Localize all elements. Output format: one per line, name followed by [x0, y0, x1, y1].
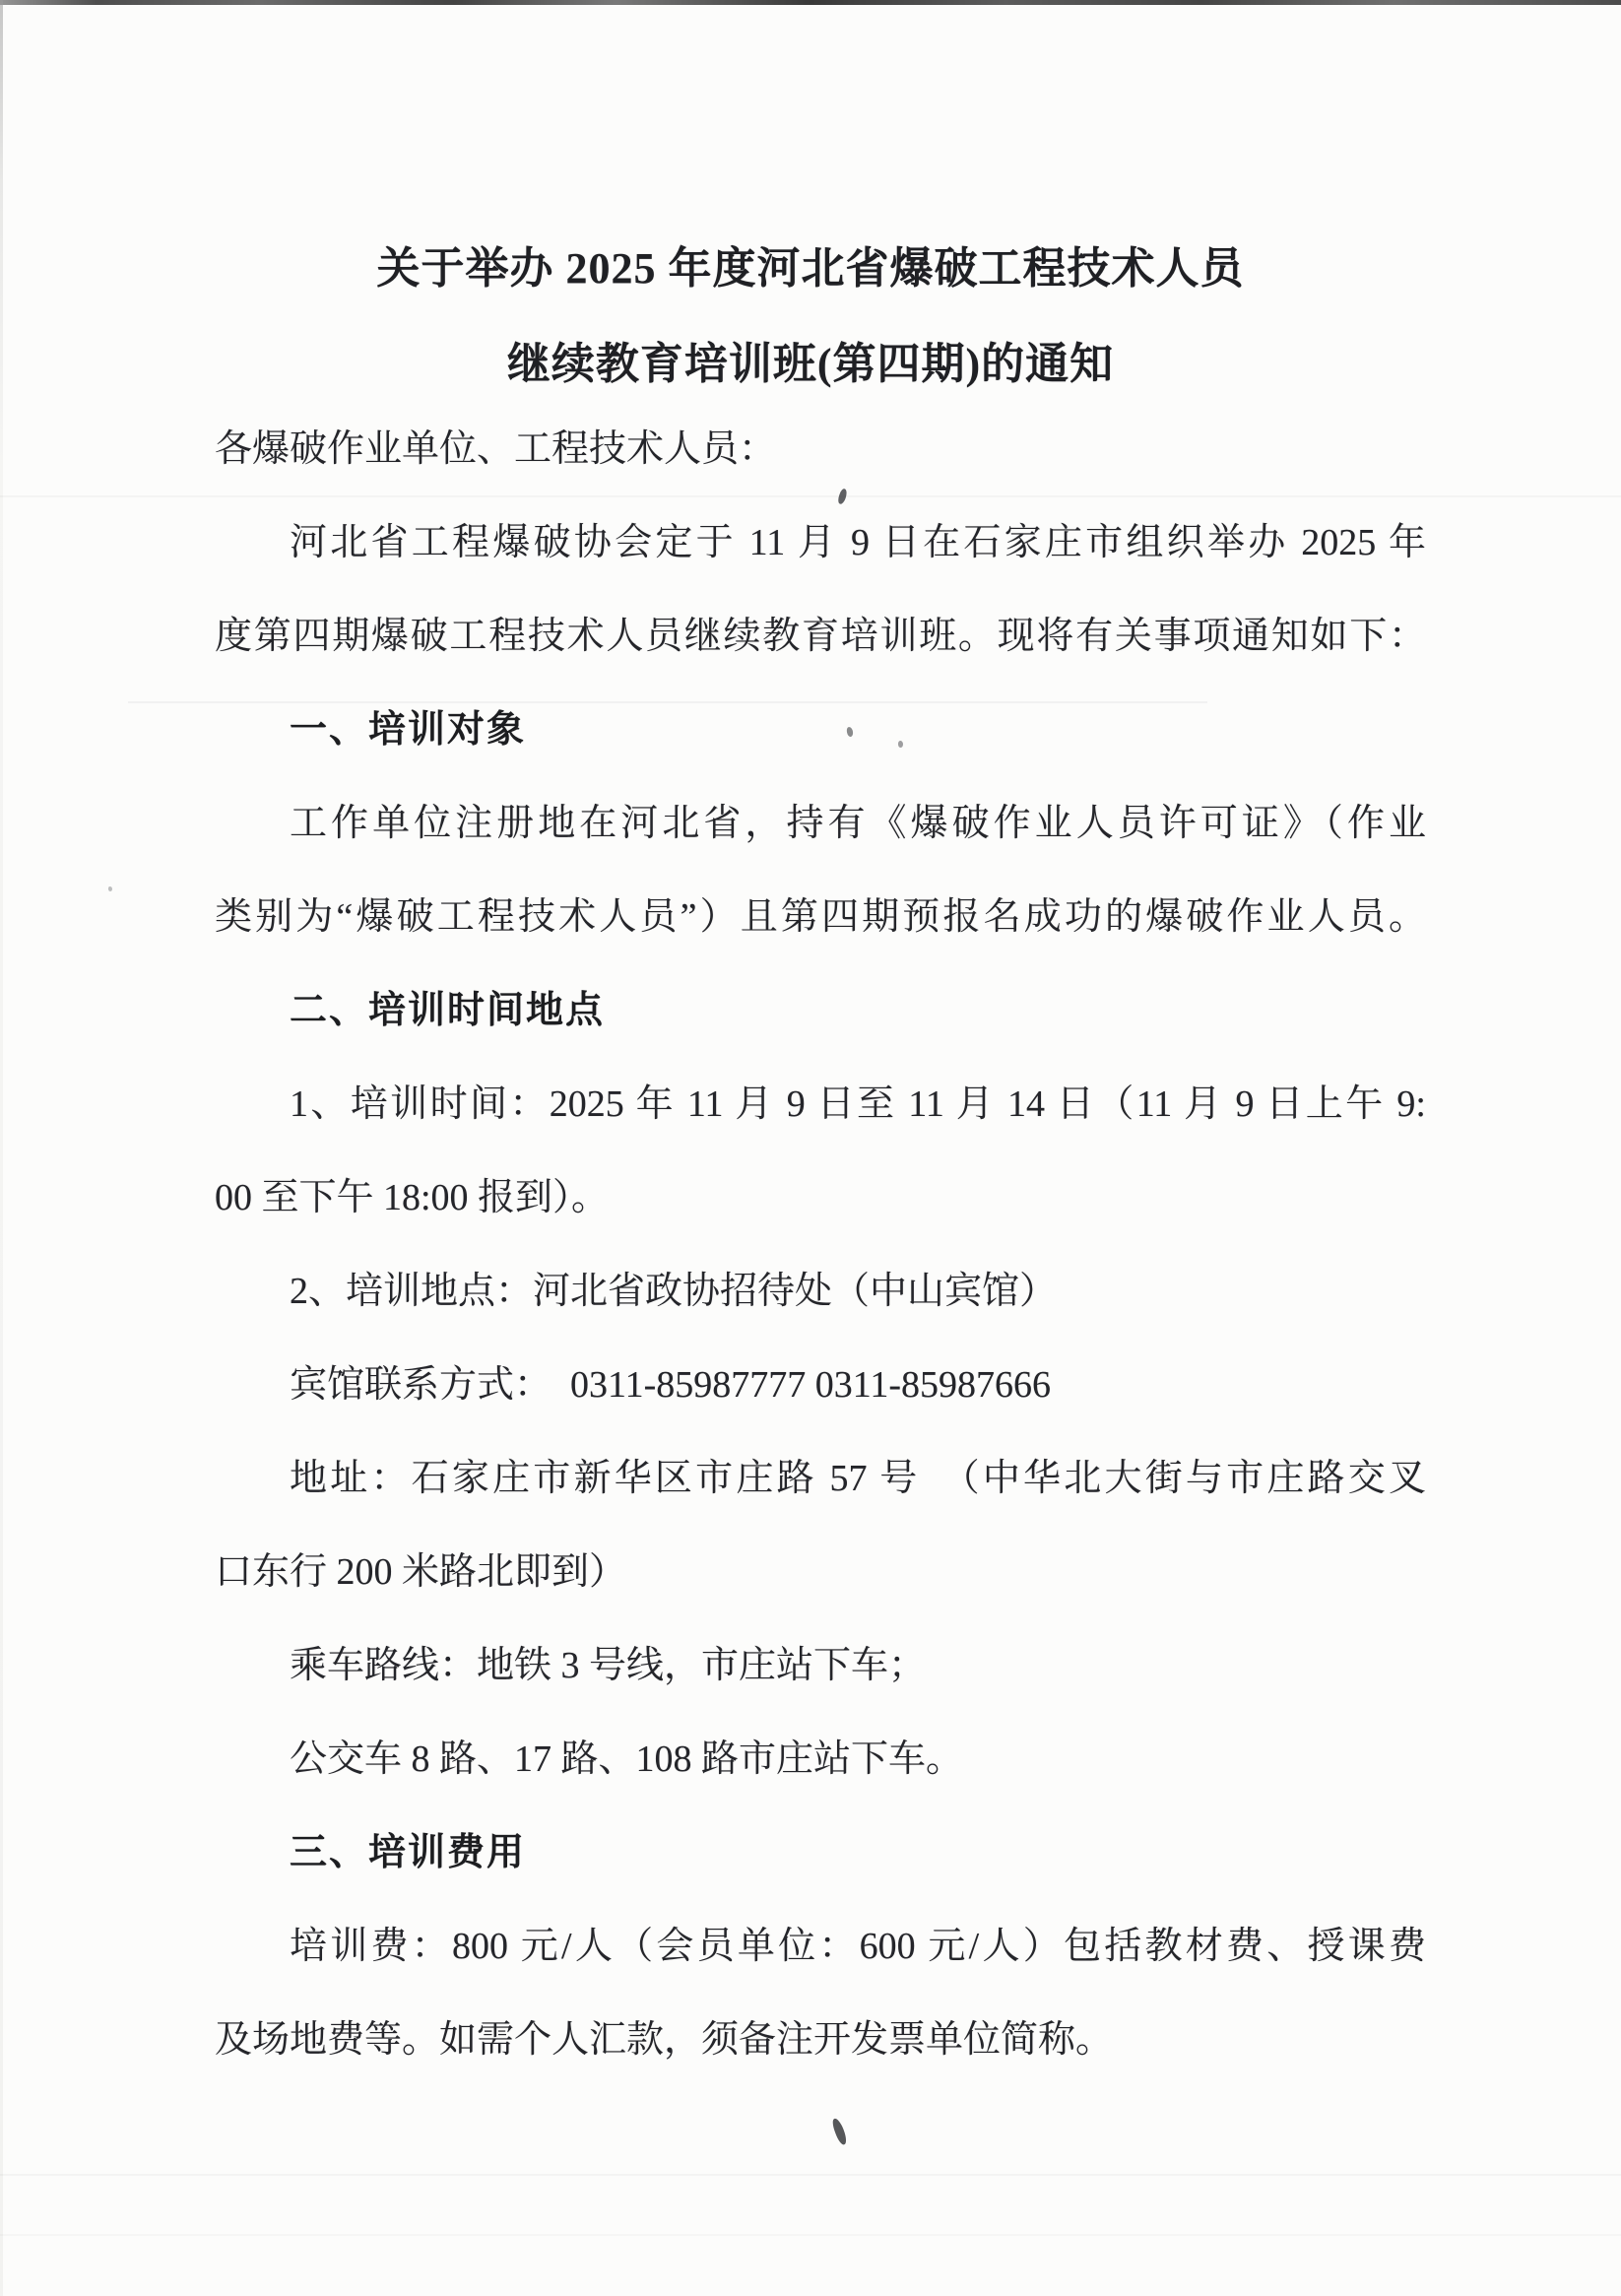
scan-streak — [0, 2234, 1621, 2236]
text-line: 类别为“爆破工程技术人员”）且第四期预报名成功的爆破作业人员。 — [215, 896, 1426, 938]
scan-streak — [0, 495, 1621, 497]
scan-artifact — [898, 741, 903, 748]
section-heading: 一、培训对象 — [290, 709, 527, 751]
text-line: 度第四期爆破工程技术人员继续教育培训班。现将有关事项通知如下： — [215, 616, 1426, 657]
text-line: 口东行 200 米路北即到） — [215, 1551, 627, 1593]
scan-artifact — [108, 886, 112, 891]
document-title — [0, 0, 1621, 412]
scan-edge-top — [0, 0, 1621, 5]
text-line: 工作单位注册地在河北省，持有《爆破作业人员许可证》（作业 — [290, 803, 1426, 844]
scan-artifact — [830, 2117, 848, 2145]
scan-streak — [128, 701, 1207, 703]
section-heading: 三、培训费用 — [290, 1832, 527, 1873]
text-line: 00 至下午 18:00 报到）。 — [215, 1177, 610, 1218]
text-line: 及场地费等。如需个人汇款，须备注开发票单位简称。 — [215, 2019, 1114, 2061]
text-line: 乘车路线：地铁 3 号线，市庄站下车； — [290, 1645, 927, 1686]
text-line: 2、培训地点：河北省政协招待处（中山宾馆） — [290, 1271, 1058, 1312]
text-line: 各爆破作业单位、工程技术人员： — [215, 428, 777, 470]
text-line: 河北省工程爆破协会定于 11 月 9 日在石家庄市组织举办 2025 年 — [290, 522, 1426, 563]
text-line: 地址：石家庄市新华区市庄路 57 号 （中华北大街与市庄路交叉 — [290, 1458, 1426, 1499]
document-title-line-2: 继续教育培训班(第四期)的通知 — [506, 340, 1115, 388]
scan-edge-left — [0, 0, 3, 2296]
section-heading: 二、培训时间地点 — [290, 990, 606, 1031]
text-line: 培训费：800 元/人（会员单位：600 元/人）包括教材费、授课费 — [290, 1926, 1426, 1967]
text-line: 1、培训时间：2025 年 11 月 9 日至 11 月 14 日（11 月 9 日上午 9: — [290, 1083, 1426, 1125]
scan-streak — [0, 2174, 1621, 2176]
document-body — [0, 403, 1621, 2087]
document-title-line-1: 关于举办 2025 年度河北省爆破工程技术人员 — [376, 244, 1245, 293]
text-line: 公交车 8 路、17 路、108 路市庄站下车。 — [290, 1738, 964, 1780]
text-line: 宾馆联系方式： 0311-85987777 0311-85987666 — [290, 1364, 1051, 1406]
